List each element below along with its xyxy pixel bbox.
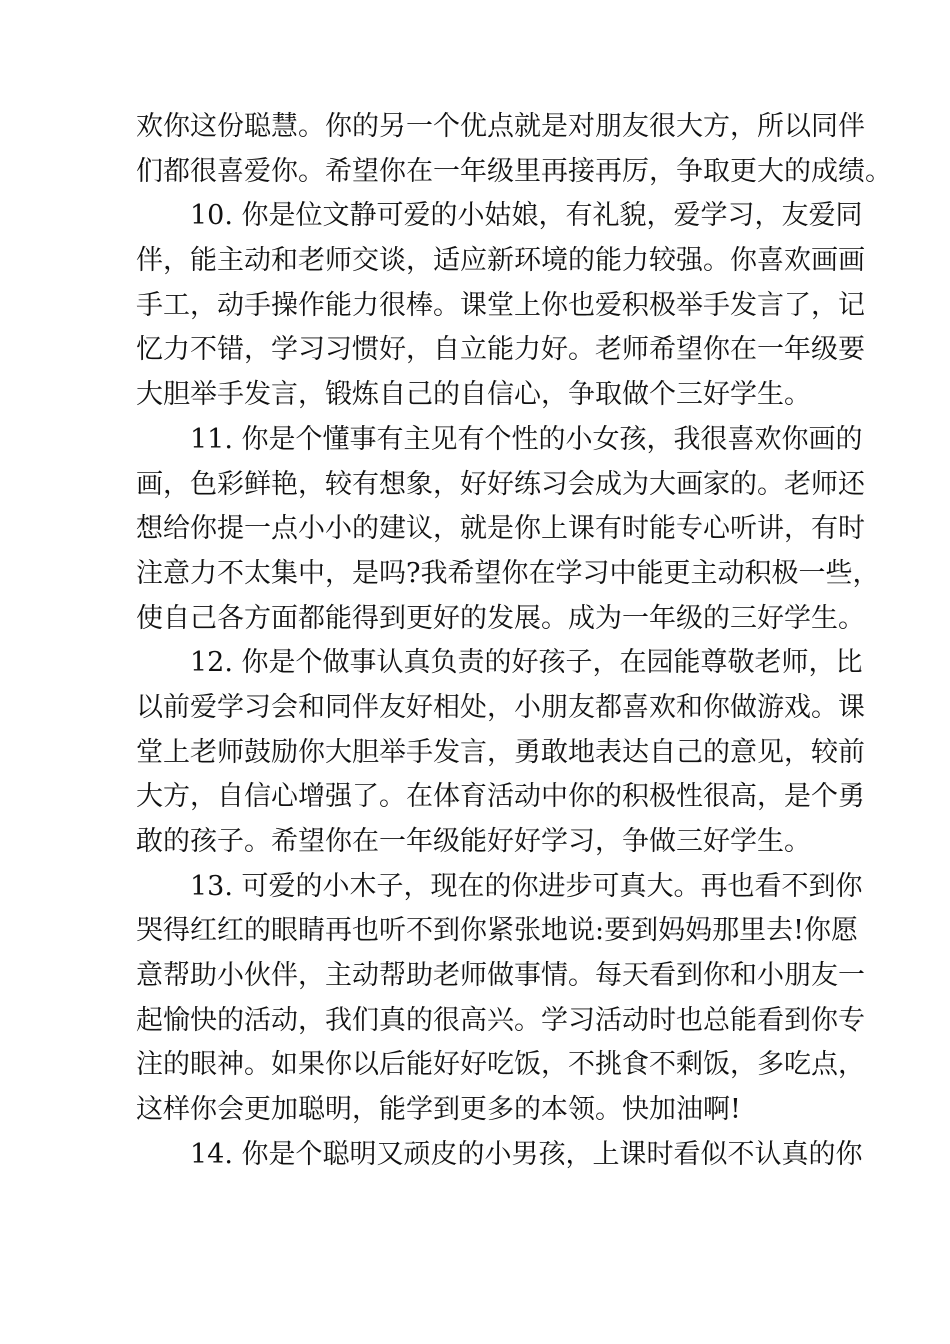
text-line: 起愉快的活动，我们真的很高兴。学习活动时也总能看到你专 — [136, 1004, 865, 1036]
document-body — [136, 105, 892, 1178]
text-line: 欢你这份聪慧。你的另一个优点就是对朋友很大方，所以同伴 — [136, 111, 865, 142]
text-line: 大方，自信心增强了。在体育活动中你的积极性很高，是个勇 — [136, 781, 865, 813]
paragraph-start-line: 10. 你是位文静可爱的小姑娘，有礼貌，爱学习，友爱同 — [190, 200, 863, 232]
paragraph-start-line: 12. 你是个做事认真负责的好孩子，在园能尊敬老师，比 — [190, 647, 863, 679]
text-line: 使自己各方面都能得到更好的发展。成为一年级的三好学生。 — [136, 602, 865, 634]
text-line: 意帮助小伙伴，主动帮助老师做事情。每天看到你和小朋友一 — [136, 960, 865, 992]
text-line: 大胆举手发言，锻炼自己的自信心，争取做个三好学生。 — [136, 379, 811, 411]
text-line: 手工，动手操作能力很棒。课堂上你也爱积极举手发言了，记 — [136, 289, 865, 321]
paragraph-start-line: 14. 你是个聪明又顽皮的小男孩，上课时看似不认真的你 — [190, 1138, 863, 1170]
text-line: 堂上老师鼓励你大胆举手发言，勇敢地表达自己的意见，较前 — [136, 736, 865, 768]
text-line: 敢的孩子。希望你在一年级能好好学习，争做三好学生。 — [136, 826, 811, 857]
text-line: 哭得红红的眼睛再也听不到你紧张地说:要到妈妈那里去!你愿 — [136, 915, 858, 947]
text-line: 想给你提一点小小的建议，就是你上课有时能专心听讲，有时 — [136, 513, 865, 545]
text-line: 伴，能主动和老师交谈，适应新环境的能力较强。你喜欢画画 — [136, 245, 865, 277]
text-line: 注的眼神。如果你以后能好好吃饭，不挑食不剩饭，多吃点， — [136, 1049, 865, 1081]
text-line: 忆力不错，学习习惯好，自立能力好。老师希望你在一年级要 — [136, 334, 865, 366]
paragraph-start-line: 11. 你是个懂事有主见有个性的小女孩，我很喜欢你画的 — [190, 423, 863, 455]
text-line: 们都很喜爱你。希望你在一年级里再接再厉，争取更大的成绩。 — [136, 155, 892, 187]
text-line: 注意力不太集中，是吗?我希望你在学习中能更主动积极一些， — [136, 557, 880, 589]
text-line: 这样你会更加聪明，能学到更多的本领。快加油啊! — [136, 1094, 741, 1126]
paragraph-start-line: 13. 可爱的小木子，现在的你进步可真大。再也看不到你 — [190, 870, 863, 902]
text-line: 以前爱学习会和同伴友好相处，小朋友都喜欢和你做游戏。课 — [136, 691, 865, 723]
text-line: 画，色彩鲜艳，较有想象，好好练习会成为大画家的。老师还 — [136, 468, 865, 500]
